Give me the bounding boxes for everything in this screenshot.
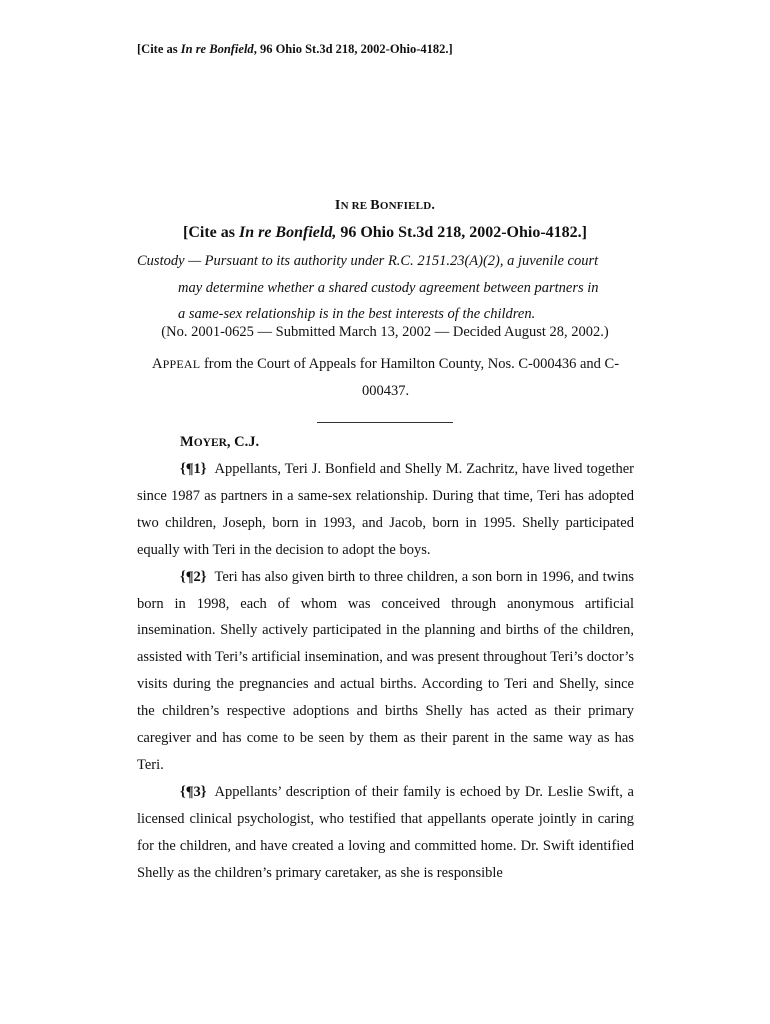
paragraph-text: Appellants, Teri J. Bonfield and Shelly M. Zachritz, have lived together since 1987 as partners in a same-sex relationship. During that time, Teri has adopted two children, Joseph, born in 1993, and Jacob, born in 1995. Shelly participated equally with Teri in the decision to adopt the boys. [137,461,634,558]
author-part: , C.J. [226,434,260,450]
header-cite-prefix: [Cite as [137,42,181,56]
section-divider [317,422,453,423]
cite-case-name: In re Bonfield, [238,224,337,241]
paragraph [137,779,634,887]
appeal-lead-cap: A [151,356,163,372]
title-part: . [431,198,436,213]
paragraph-text: Appellants’ description of their family is echoed by Dr. Leslie Swift, a licensed clinical psychologist, who testified that appellants operate jointly in caring for the children, and have created a loving and committed home. Dr. Swift identified Shelly as the children’s primary caretaker, as she is responsible [137,783,634,881]
case-title [0,198,770,214]
appeal-lead-rest: PPEAL [162,357,201,371]
title-part: B [370,198,380,213]
header-citation [137,42,453,57]
citation-line [0,224,770,242]
docket-line: (No. 2001-0625 — Submitted March 13, 2002 — Decided August 28, 2002.) [161,324,609,340]
cite-prefix: [Cite as [182,224,239,241]
opinion-author [180,434,259,451]
syllabus-line: a same-sex relationship is in the best interests of the children. [178,306,536,322]
paragraph [137,456,634,564]
paragraph-number: {¶2} [180,568,207,585]
header-cite-suffix: , 96 Ohio St.3d 218, 2002-Ohio-4182.] [253,42,453,56]
paragraph-number: {¶1} [180,461,207,477]
author-part: OYER [193,437,227,449]
header-case-name: In re Bonfield [180,42,254,56]
syllabus-line: Custody — Pursuant to its authority under R.C. 2151.23(A)(2), a juvenile court [137,253,599,269]
appeal-text: 000437. [361,383,410,399]
paragraph-number: {¶3} [180,783,207,800]
author-part: M [180,434,194,450]
paragraph [137,564,634,779]
appeal-text: from the Court of Appeals for Hamilton County, Nos. C-000436 and C- [200,356,620,372]
syllabus [137,248,637,328]
title-part: ONFIELD [379,200,432,212]
cite-suffix: 96 Ohio St.3d 218, 2002-Ohio-4182.] [336,224,587,241]
title-part: I [334,198,341,213]
syllabus-line: may determine whether a shared custody agreement between partners in [178,279,599,296]
appeal-line [137,351,634,405]
appeal-lead [152,357,200,371]
paragraph-text: Teri has also given birth to three children, a son born in 1996, and twins born in 1998, each of whom was conceived through anonymous artificial insemination. Shelly actively participated in the planning and births of the children, assisted with Teri’s artificial insemination, and was present throughout Teri’s doctor’s visits during the pregnancies and actual births. According to Teri and Shelly, since the children’s respective adoptions and births Shelly has acted as their primary caregiver and has come to be seen by them as their parent in the same way as has Teri. [137,568,634,773]
title-part: N RE [340,200,371,212]
opinion-body [137,456,634,887]
